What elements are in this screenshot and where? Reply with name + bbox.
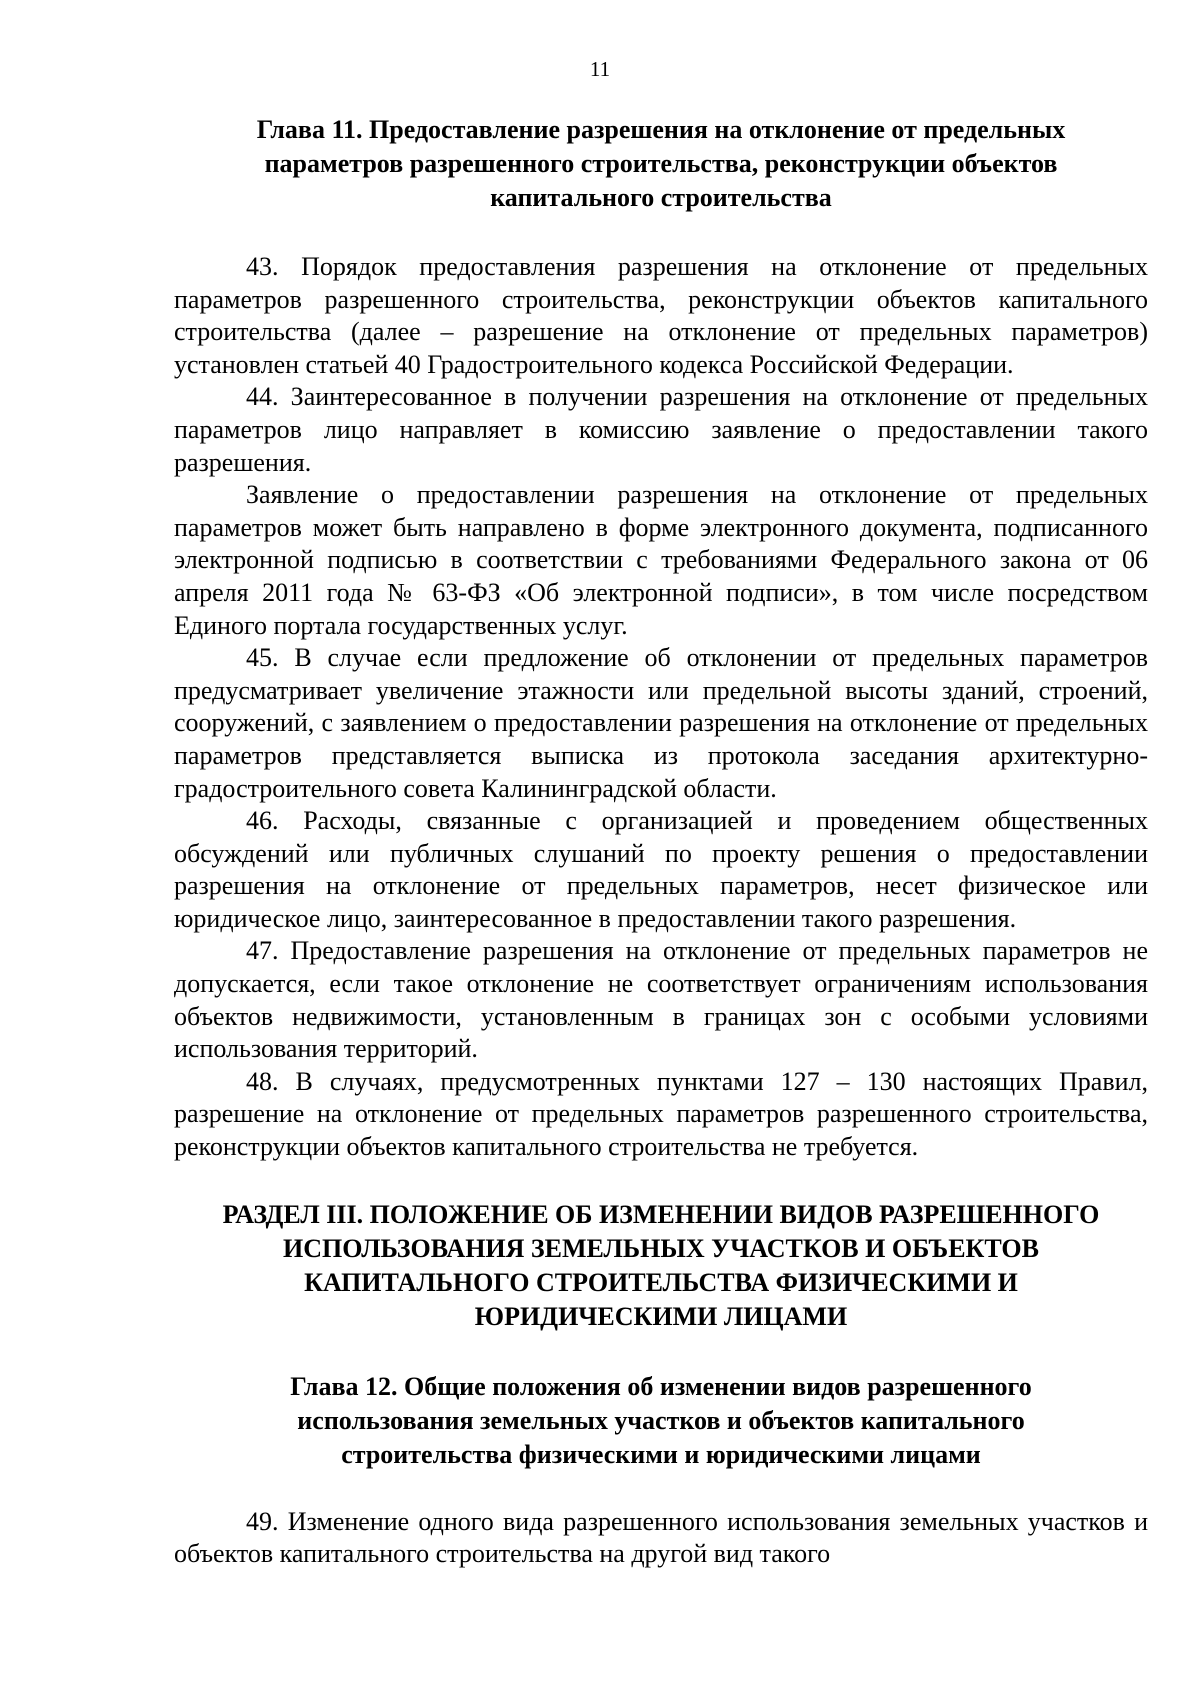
paragraph-48: 48. В случаях, предусмотренных пунктами 127 – 130 настоящих Правил, разрешение на отклонение от предельных параметров разрешенного строительства, реконструкции объектов капитального строительства не требуется. [174,1066,1148,1162]
chapter-11-title-line: капитального строительства [490,183,832,212]
section-3-title-line: КАПИТАЛЬНОГО СТРОИТЕЛЬСТВА ФИЗИЧЕСКИМИ И [304,1267,1018,1297]
chapter-11-title [174,113,1148,215]
paragraph-45: 45. В случае если предложение об отклонении от предельных параметров предусматривает увеличение этажности или предельной высоты зданий, строений, сооружений, с заявлением о предоставлении разрешения на отклонение от предельных параметров представляется выписка из протокола заседания архитектурно-градостроительного совета Калининградской области. [174,643,1148,803]
page-content [174,113,1148,1571]
section-3-title-line: ИСПОЛЬЗОВАНИЯ ЗЕМЕЛЬНЫХ УЧАСТКОВ И ОБЪЕКТОВ [283,1233,1039,1263]
paragraph-44-continued: Заявление о предоставлении разрешения на отклонение от предельных параметров может быть направлено в форме электронного документа, подписанного электронной подписью в соответствии с требованиями Федерального закона от 06 апреля 2011 года № 63-ФЗ «Об электронной подписи», в том числе посредством Единого портала государственных услуг. [174,480,1148,640]
chapter-12-title-line: строительства физическими и юридическими лицами [341,1439,981,1469]
paragraph-44: 44. Заинтересованное в получении разрешения на отклонение от предельных параметров лицо направляет в комиссию заявление о предоставлении такого разрешения. [174,382,1148,477]
paragraph-43: 43. Порядок предоставления разрешения на отклонение от предельных параметров разрешенного строительства, реконструкции объектов капитального строительства (далее – разрешение на отклонение от предельных параметров) установлен статьей 40 Градостроительного кодекса Российской Федерации. [174,252,1148,379]
chapter-11-title-line: параметров разрешенного строительства, реконструкции объектов [264,149,1058,178]
section-3-title-line: ЮРИДИЧЕСКИМИ ЛИЦАМИ [474,1301,848,1331]
paragraph-49: 49. Изменение одного вида разрешенного использования земельных участков и объектов капитального строительства на другой вид такого [174,1506,1148,1569]
chapter-11-title-line: Глава 11. Предоставление разрешения на отклонение от предельных [256,115,1066,144]
paragraph-46: 46. Расходы, связанные с организацией и проведением общественных обсуждений или публичных слушаний по проекту решения о предоставлении разрешения на отклонение от предельных параметров, несет физическое или юридическое лицо, заинтересованное в предоставлении такого разрешения. [174,806,1148,933]
page-number: 11 [589,57,611,81]
chapter-12-title [174,1370,1148,1472]
chapter-12-title-line: использования земельных участков и объектов капитального [297,1405,1025,1435]
section-3-title-line: РАЗДЕЛ III. ПОЛОЖЕНИЕ ОБ ИЗМЕНЕНИИ ВИДОВ РАЗРЕШЕННОГО [222,1199,1100,1229]
section-3-title [174,1198,1148,1334]
paragraph-47: 47. Предоставление разрешения на отклонение от предельных параметров не допускается, если такое отклонение не соответствует ограничениям использования объектов недвижимости, установленным в границах зон с особыми условиями использования территорий. [174,936,1148,1064]
chapter-12-title-line: Глава 12. Общие положения об изменении видов разрешенного [290,1371,1032,1401]
